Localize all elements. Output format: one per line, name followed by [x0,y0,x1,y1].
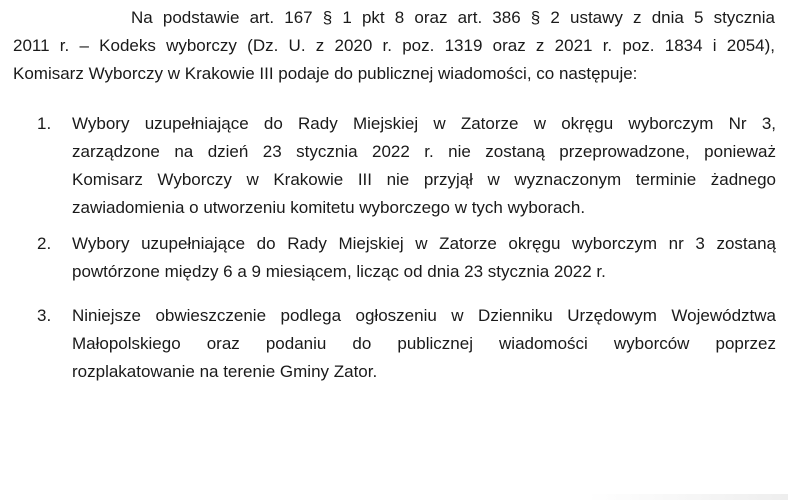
list-item-line: Wybory uzupełniające do Rady Miejskiej w Zatorze w okręgu wyborczym Nr 3, [72,114,776,133]
list-item-line: zawiadomienia o utworzeniu komitetu wyborczego w tych wyborach. [72,198,586,217]
list-item-line: Niniejsze obwieszczenie podlega ogłoszeniu w Dzienniku Urzędowym Województwa [72,306,776,325]
list-item-line: zarządzone na dzień 23 stycznia 2022 r. nie zostaną przeprowadzone, ponieważ [72,142,776,161]
list-item-line: Małopolskiego oraz podaniu do publicznej wiadomości wyborców poprzez [72,334,776,353]
intro-line: Komisarz Wyborczy w Krakowie III podaje do publicznej wiadomości, co następuje: [13,64,638,83]
list-item-number: 2. [37,234,52,253]
list-item-line: rozplakatowanie na terenie Gminy Zator. [72,362,378,381]
intro-paragraph [13,4,775,88]
intro-line: Na podstawie art. 167 § 1 pkt 8 oraz art. 386 § 2 ustawy z dnia 5 stycznia [131,8,775,27]
list-item-number: 1. [37,114,52,133]
list-item-text [72,230,776,286]
list-item-line: Wybory uzupełniające do Rady Miejskiej w Zatorze okręgu wyborczym nr 3 zostaną [72,234,776,253]
intro-line: 2011 r. – Kodeks wyborczy (Dz. U. z 2020 r. poz. 1319 oraz z 2021 r. poz. 1834 i 2054), [13,36,775,55]
list-item-line: Komisarz Wyborczy w Krakowie III nie przyjął w wyznaczonym terminie żadnego [72,170,776,189]
list-item-text [72,110,776,222]
list-item-number: 3. [37,306,52,325]
list-item-text [72,302,776,386]
scan-edge-shading [588,494,788,500]
list-item-line: powtórzone między 6 a 9 miesiącem, licząc od dnia 23 stycznia 2022 r. [72,262,606,281]
